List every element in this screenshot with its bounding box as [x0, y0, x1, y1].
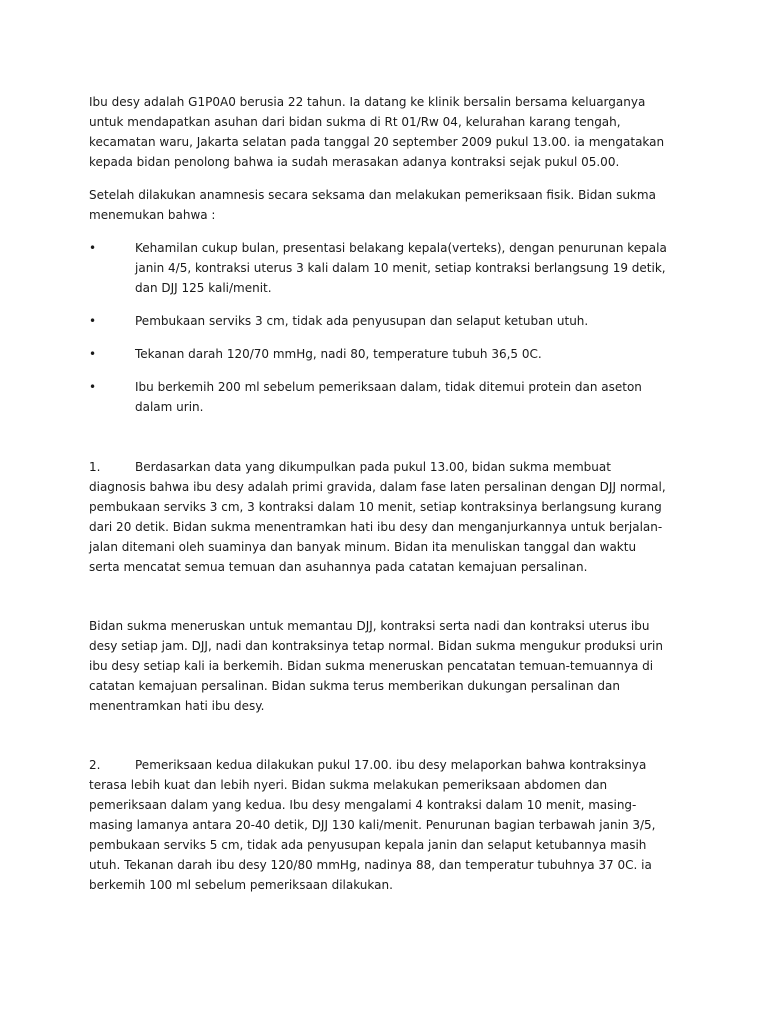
paragraph-text: Pemeriksaan kedua dilakukan pukul 17.00. ibu desy melaporkan bahwa kontraksinya terasa lebih kuat dan lebih nyeri. Bidan sukma melakukan pemeriksaan abdomen dan pemeriksaan dalam yang kedua. Ibu desy mengalami 4 kontraksi dalam 10 menit, masing-masing lamanya antara 20-40 detik, DJJ 130 kali/menit. Penurunan bagian terbawah janin 3/5, pembukaan serviks 5 cm, tidak ada penyusupan kepala janin dan selaput ketubannya masih utuh. Tekanan darah ibu desy 120/80 mmHg, nadinya 88, dan temperatur tubuhnya 37 0C. ia berkemih 100 ml sebelum pemeriksaan dilakukan. [89, 758, 656, 892]
paragraph-number: 1. [89, 460, 101, 474]
list-item [89, 238, 667, 298]
list-item [89, 311, 667, 331]
paragraph-text: Berdasarkan data yang dikumpulkan pada pukul 13.00, bidan sukma membuat diagnosis bahwa ibu desy adalah primi gravida, dalam fase laten persalinan dengan DJJ normal, pembukaan serviks 3 cm, 3 kontraksi dalam 10 menit, setiap kontraksinya berlangsung kurang dari 20 detik. Bidan sukma menentramkan hati ibu desy dan menganjurkannya untuk berjalan-jalan ditemani oleh suaminya dan banyak minum. Bidan ita menuliskan tanggal dan waktu serta mencatat semua temuan dan asuhannya pada catatan kemajuan persalinan. [89, 460, 666, 574]
document-page [89, 92, 667, 895]
numbered-paragraph-1 [89, 457, 667, 577]
paragraph-number: 2. [89, 758, 101, 772]
bullet-marker: • [89, 380, 97, 394]
bullet-marker: • [89, 347, 97, 361]
bullet-text: Tekanan darah 120/70 mmHg, nadi 80, temperature tubuh 36,5 0C. [135, 347, 542, 361]
numbered-paragraph-2 [89, 755, 667, 895]
exam-lead-paragraph: Setelah dilakukan anamnesis secara seksama dan melakukan pemeriksaan fisik. Bidan sukma menemukan bahwa : [89, 188, 656, 222]
bullet-text: Kehamilan cukup bulan, presentasi belakang kepala(verteks), dengan penurunan kepala janin 4/5, kontraksi uterus 3 kali dalam 10 menit, setiap kontraksi berlangsung 19 detik, dan DJJ 125 kali/menit. [135, 241, 667, 295]
monitoring-paragraph: Bidan sukma meneruskan untuk memantau DJJ, kontraksi serta nadi dan kontraksi uterus ibu desy setiap jam. DJJ, nadi dan kontraksinya tetap normal. Bidan sukma mengukur produksi urin ibu desy setiap kali ia berkemih. Bidan sukma meneruskan pencatatan temuan-temuannya di catatan kemajuan persalinan. Bidan sukma terus memberikan dukungan persalinan dan menentramkan hati ibu desy. [89, 619, 663, 713]
bullet-text: Ibu berkemih 200 ml sebelum pemeriksaan dalam, tidak ditemui protein dan aseton dalam urin. [135, 380, 642, 414]
list-item [89, 344, 667, 364]
bullet-marker: • [89, 241, 97, 255]
bullet-text: Pembukaan serviks 3 cm, tidak ada penyusupan dan selaput ketuban utuh. [135, 314, 589, 328]
list-item [89, 377, 667, 417]
bullet-marker: • [89, 314, 97, 328]
intro-paragraph: Ibu desy adalah G1P0A0 berusia 22 tahun. Ia datang ke klinik bersalin bersama keluarganya untuk mendapatkan asuhan dari bidan sukma di Rt 01/Rw 04, kelurahan karang tengah, kecamatan waru, Jakarta selatan pada tanggal 20 september 2009 pukul 13.00. ia mengatakan kepada bidan penolong bahwa ia sudah merasakan adanya kontraksi sejak pukul 05.00. [89, 95, 665, 169]
